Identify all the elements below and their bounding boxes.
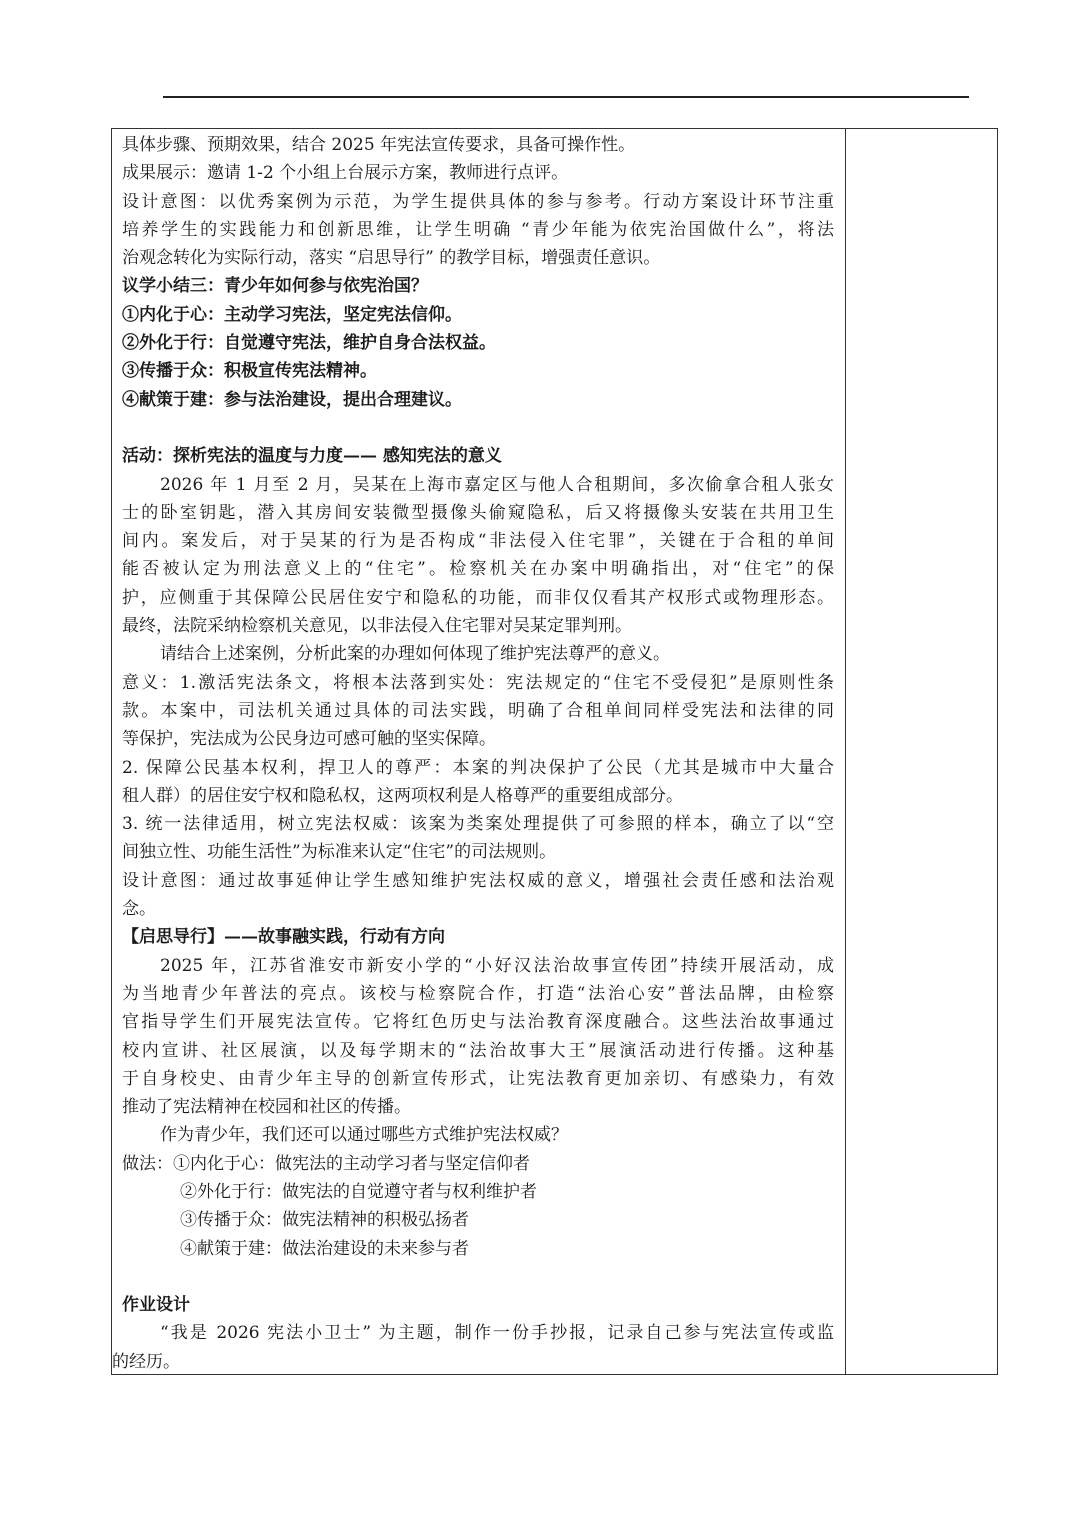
story-paragraph-line: 官指导学生们开展宪法宣传。它将红色历史与法治教育深度融合。这些法治故事通过 (122, 1012, 834, 1033)
summary-heading: 议学小结三：青少年如何参与依宪治国？ (122, 276, 428, 297)
activity-heading: 活动：探析宪法的温度与力度—— 感知宪法的意义 (122, 446, 502, 467)
meaning-line: 租人群）的居住安宁权和隐私权，这两项权利是人格尊严的重要组成部分。 (122, 785, 683, 806)
meaning-line: 3. 统一法律适用，树立宪法权威：该案为类案处理提供了可参照的样本，确立了以“空 (122, 814, 834, 835)
lesson-content-cell (112, 131, 834, 1376)
meaning-line: 款。本案中，司法机关通过具体的司法实践，明确了合租单间同样受宪法和法律的同 (122, 700, 834, 721)
case-paragraph-line: 2026 年 1 月至 2 月，吴某在上海市嘉定区与他人合租期间，多次偷拿合租人张女 (160, 474, 834, 495)
text-line: 治观念转化为实际行动，落实 “启思导行” 的教学目标，增强责任意识。 (122, 248, 661, 269)
case-paragraph-line: 最终，法院采纳检察机关意见，以非法侵入住宅罪对吴某定罪判刑。 (122, 616, 632, 637)
homework-line: 的经历。 (112, 1351, 180, 1372)
text-line: 成果展示：邀请 1-2 个小组上台展示方案，教师进行点评。 (122, 163, 569, 184)
summary-point: ③传播于众：积极宣传宪法精神。 (122, 361, 377, 382)
design-intent-line: 设计意图：通过故事延伸让学生感知维护宪法权威的意义，增强社会责任感和法治观 (122, 870, 834, 891)
meaning-line: 2. 保障公民基本权利，捍卫人的尊严：本案的判决保护了公民（尤其是城市中大量合 (122, 757, 834, 778)
summary-point: ②外化于行：自觉遵守宪法，维护自身合法权益。 (122, 333, 496, 354)
practice-line: ②外化于行：做宪法的自觉遵守者与权利维护者 (180, 1181, 537, 1202)
spacer (122, 414, 834, 442)
summary-point: ④献策于建：参与法治建设，提出合理建议。 (122, 389, 462, 410)
practice-line: ④献策于建：做法治建设的未来参与者 (180, 1238, 469, 1259)
design-intent-line: 念。 (122, 899, 156, 920)
story-paragraph-line: 2025 年，江苏省淮安市新安小学的“小好汉法治故事宣传团”持续开展活动，成 (160, 955, 834, 976)
section-heading: 【启思导行】——故事融实践，行动有方向 (122, 927, 445, 948)
story-paragraph-line: 于自身校史、由青少年主导的创新宣传形式，让宪法教育更加亲切、有感染力，有效 (122, 1068, 834, 1089)
case-paragraph-line: 间内。案发后，对于吴某的行为是否构成“非法侵入住宅罪”，关键在于合租的单间 (122, 531, 834, 552)
meaning-line: 等保护，宪法成为公民身边可感可触的坚实保障。 (122, 729, 496, 750)
design-intent-line: 设计意图：以优秀案例为示范，为学生提供具体的参与参考。行动方案设计环节注重 (122, 191, 834, 212)
summary-point: ①内化于心：主动学习宪法，坚定宪法信仰。 (122, 304, 462, 325)
question-line: 作为青少年，我们还可以通过哪些方式维护宪法权威？ (160, 1125, 568, 1146)
case-paragraph-line: 护，应侧重于其保障公民居住安宁和隐私的功能，而非仅仅看其产权形式或物理形态。 (122, 587, 834, 608)
homework-heading: 作业设计 (122, 1295, 190, 1316)
practice-line: 做法：①内化于心：做宪法的主动学习者与坚定信仰者 (122, 1153, 530, 1174)
case-paragraph-line: 能否被认定为刑法意义上的“住宅”。检察机关在办案中明确指出，对“住宅”的保 (122, 559, 834, 580)
meaning-line: 意义：1.激活宪法条文，将根本法落到实处：宪法规定的“住宅不受侵犯”是原则性条 (122, 672, 834, 693)
lesson-plan-table (111, 128, 998, 1375)
story-paragraph-line: 为当地青少年普法的亮点。该校与检察院合作，打造“法治心安”普法品牌，由检察 (122, 983, 834, 1004)
homework-line: “我是 2026 宪法小卫士” 为主题，制作一份手抄报，记录自己参与宪法宣传或监 (160, 1323, 834, 1344)
story-paragraph-line: 推动了宪法精神在校园和社区的传播。 (122, 1097, 411, 1118)
text-line: 具体步骤、预期效果，结合 2025 年宪法宣传要求，具备可操作性。 (122, 135, 636, 155)
text-line: 培养学生的实践能力和创新思维，让学生明确 “青少年能为依宪治国做什么”，将法 (122, 219, 834, 240)
notes-column-divider (845, 129, 846, 1374)
story-paragraph-line: 校内宣讲、社区展演，以及每学期末的“法治故事大王”展演活动进行传播。这种基 (122, 1040, 834, 1061)
practice-line: ③传播于众：做宪法精神的积极弘扬者 (180, 1210, 469, 1231)
question-line: 请结合上述案例，分析此案的办理如何体现了维护宪法尊严的意义。 (160, 644, 670, 665)
case-paragraph-line: 士的卧室钥匙，潜入其房间安装微型摄像头偷窥隐私，后又将摄像头安装在共用卫生 (122, 502, 834, 523)
spacer (122, 1263, 834, 1291)
header-rule (163, 96, 969, 98)
meaning-line: 间独立性、功能生活性”为标准来认定“住宅”的司法规则。 (122, 842, 557, 863)
